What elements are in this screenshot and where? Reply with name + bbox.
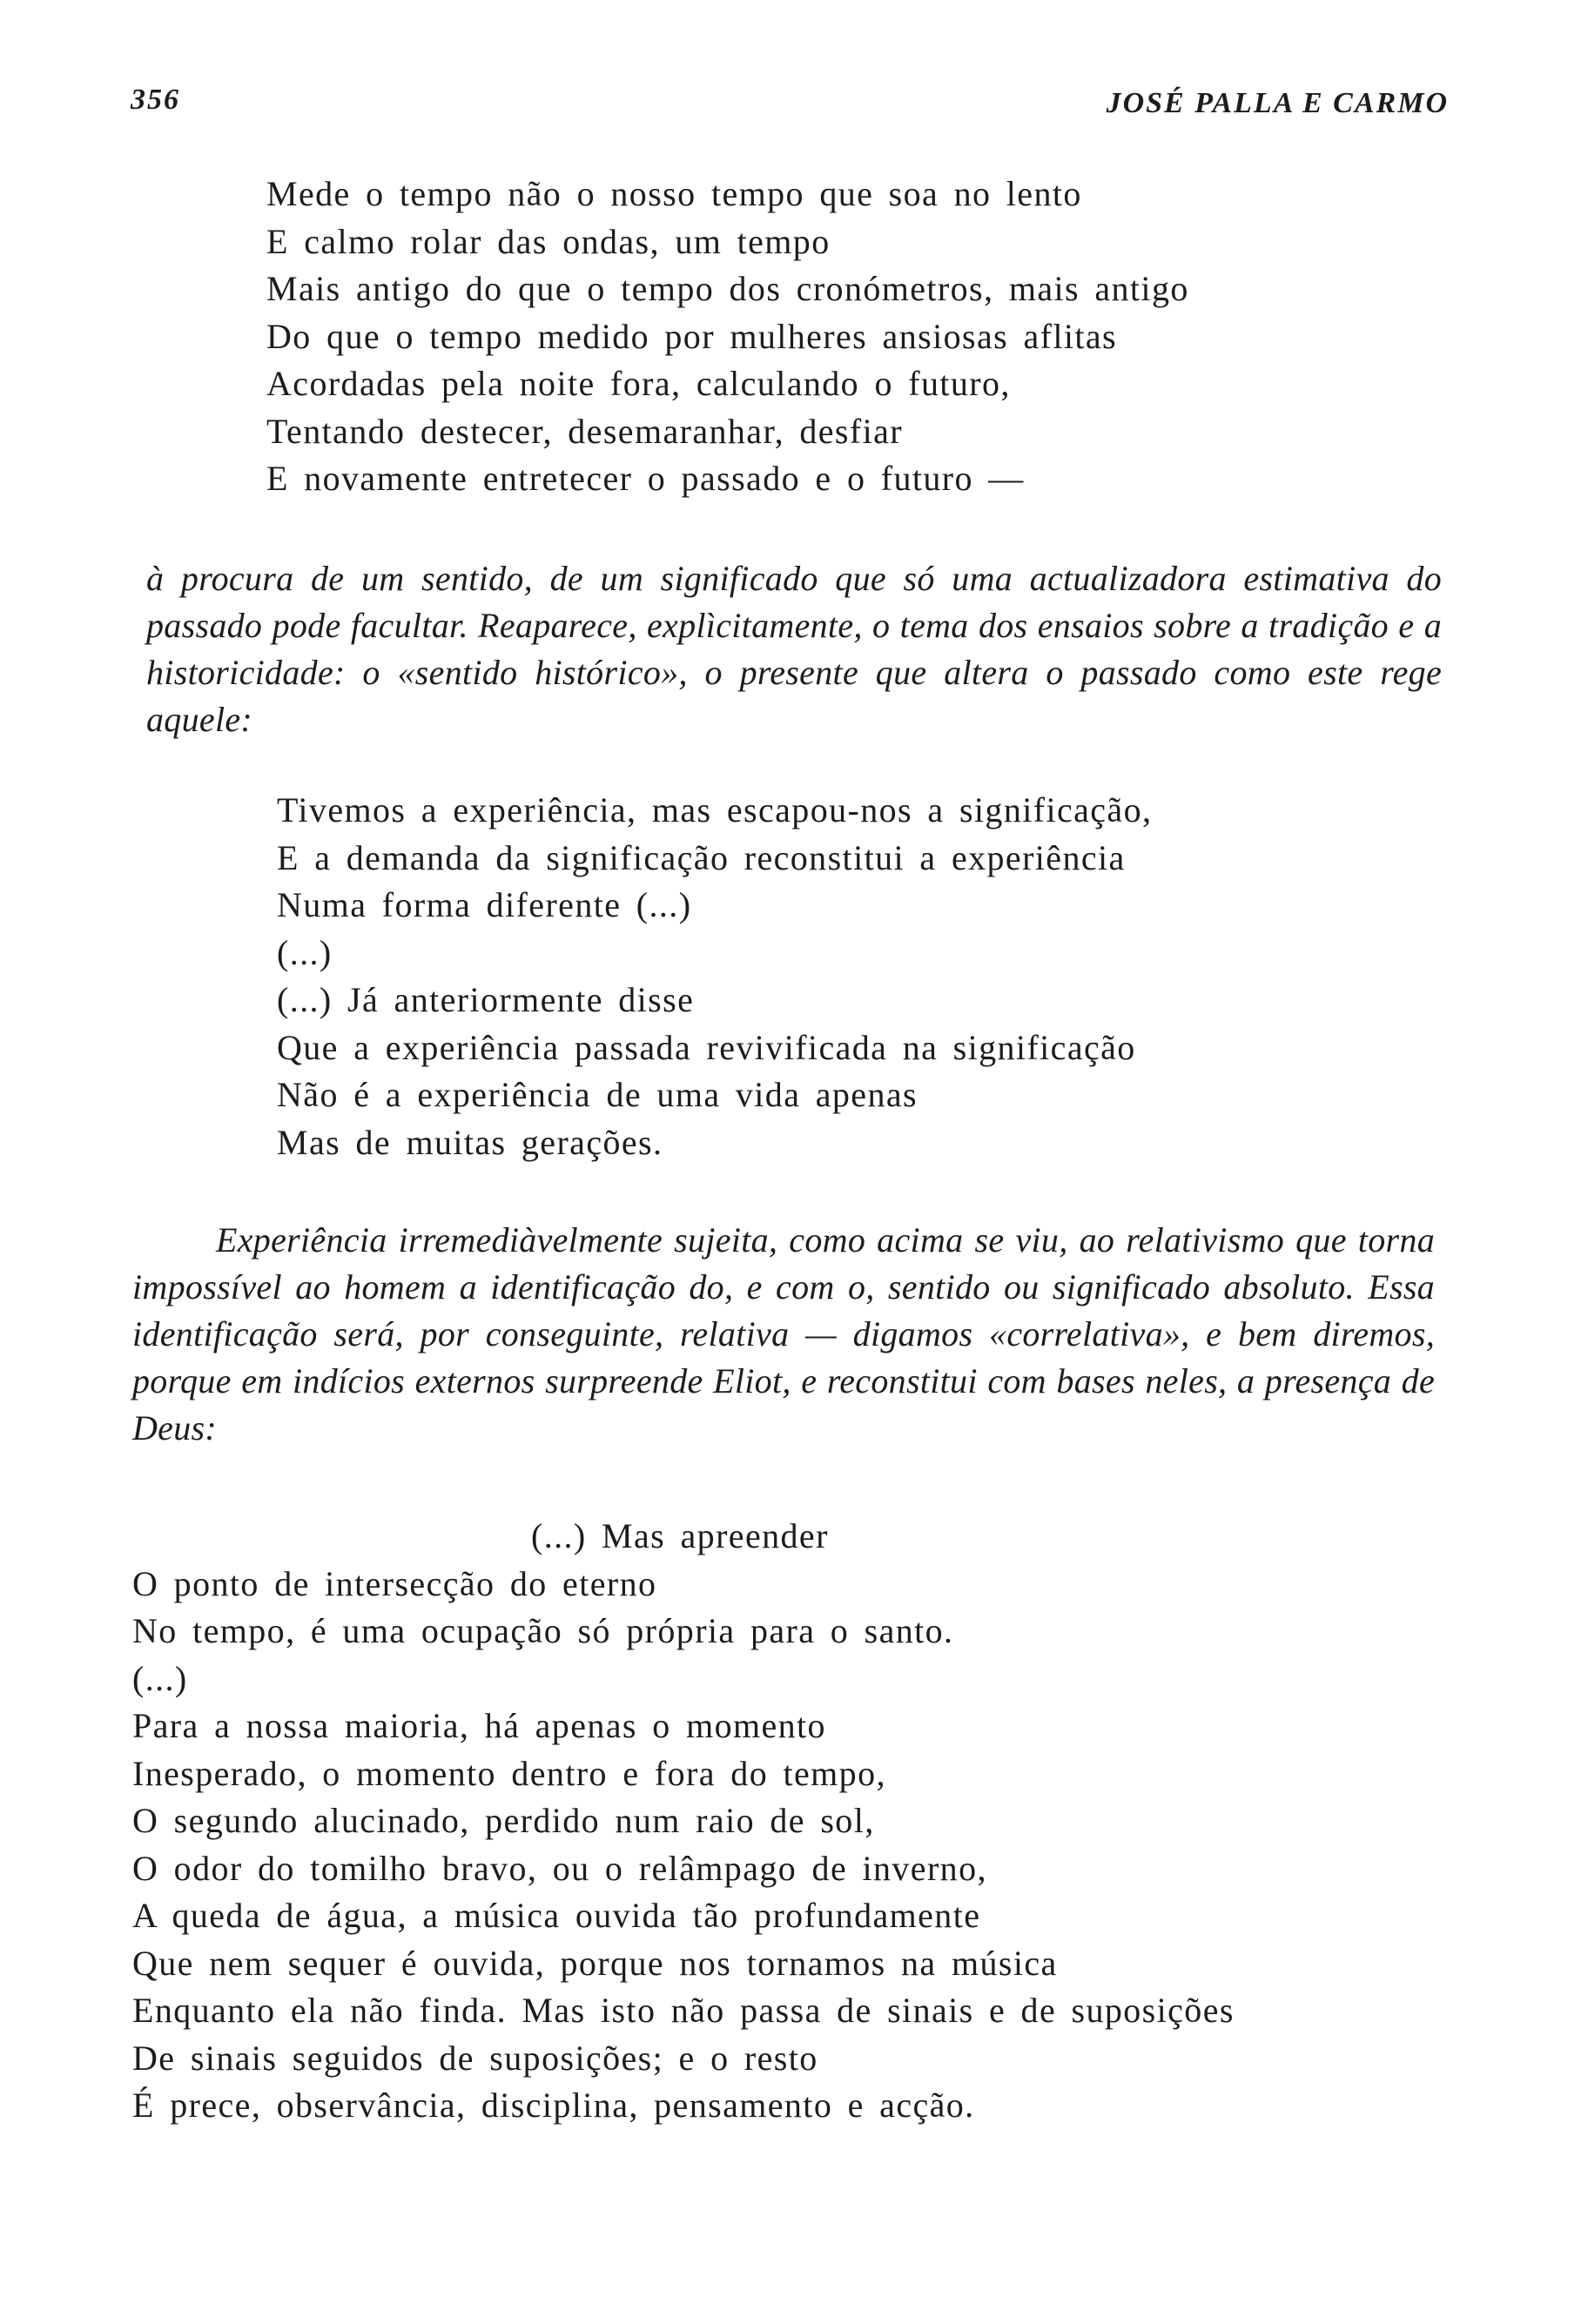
verse-line: (...)	[277, 932, 333, 972]
verse-line: Tivemos a experiência, mas escapou-nos a significação,	[277, 790, 1153, 830]
verse-quote-3	[132, 1513, 1235, 2130]
verse-quote-2	[277, 787, 1152, 1166]
verse-line: Para a nossa maioria, há apenas o momento	[132, 1706, 826, 1745]
verse-line: E a demanda da significação reconstitui a experiência	[277, 837, 1126, 877]
running-head	[131, 84, 1449, 127]
verse-line: Mais antigo do que o tempo dos cronómetros, mais antigo	[266, 269, 1189, 308]
page-number: 356	[131, 84, 180, 116]
paragraph-1: à procura de um sentido, de um significado que só uma actualizadora estimativa do passado pode facultar. Reaparece, explìcitamente, o tema dos ensaios sobre a tradição e a historicidade: o «sentido histórico», o presente que altera o passado como este rege aquele:	[146, 559, 1442, 739]
verse-line: Que nem sequer é ouvida, porque nos tornamos na música	[132, 1943, 1058, 1983]
verse-line: E calmo rolar das ondas, um tempo	[266, 221, 831, 261]
verse-line: Do que o tempo medido por mulheres ansiosas aflitas	[266, 316, 1117, 356]
verse-line: Inesperado, o momento dentro e fora do tempo,	[132, 1753, 886, 1793]
verse-line: Que a experiência passada revivificada na significação	[277, 1027, 1136, 1067]
verse-line: O segundo alucinado, perdido num raio de sol,	[132, 1801, 875, 1840]
verse-line: O ponto de intersecção do eterno	[132, 1563, 657, 1603]
verse-line: A queda de água, a música ouvida tão profundamente	[132, 1896, 981, 1935]
verse-line: É prece, observância, disciplina, pensamento e acção.	[132, 2086, 975, 2125]
verse-line: (...) Mas apreender	[531, 1516, 829, 1555]
verse-line: (...) Já anteriormente disse	[277, 980, 695, 1019]
verse-line: Numa forma diferente (...)	[277, 885, 692, 924]
running-head-author: JOSÉ PALLA E CARMO	[1106, 87, 1449, 119]
verse-line: (...)	[132, 1658, 188, 1698]
verse-line: Mede o tempo não o nosso tempo que soa no lento	[266, 174, 1082, 213]
verse-line: Acordadas pela noite fora, calculando o futuro,	[266, 364, 1011, 403]
paragraph-2: Experiência irremediàvelmente sujeita, como acima se viu, ao relativismo que torna impossível ao homem a identificação do, e com o, sentido ou significado absoluto. Essa identificação será, por conseguinte, relativa — digamos «correlativa», e bem diremos, porque em indícios externos surpreende Eliot, e reconstitui com bases neles, a presença de Deus:	[132, 1220, 1435, 1447]
verse-line: Mas de muitas gerações.	[277, 1122, 663, 1162]
verse-quote-1	[266, 171, 1189, 503]
verse-line: No tempo, é uma ocupação só própria para o santo.	[132, 1611, 954, 1650]
verse-line: Não é a experiência de uma vida apenas	[277, 1075, 918, 1114]
verse-line: Tentando destecer, desemaranhar, desfiar	[266, 411, 903, 451]
verse-line: De sinais seguidos de suposições; e o resto	[132, 2038, 818, 2078]
verse-line: E novamente entretecer o passado e o futuro —	[266, 459, 1025, 498]
verse-line: Enquanto ela não finda. Mas isto não passa de sinais e de suposições	[132, 1991, 1235, 2030]
verse-line: O odor do tomilho bravo, ou o relâmpago de inverno,	[132, 1848, 987, 1888]
